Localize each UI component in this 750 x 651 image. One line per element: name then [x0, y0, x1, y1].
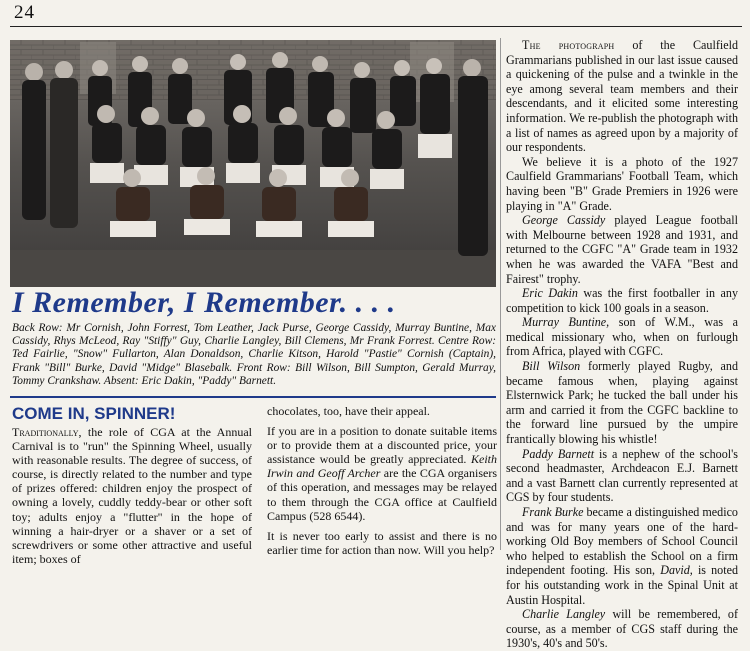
text-murray-buntine: son of W.M., was a medical missionary who, when on furlough from Africa, played with CGFC.: [506, 315, 738, 359]
article-paragraph-4: It is never too early to assist and there is no earlier time for action than now. Will you help?: [267, 528, 497, 557]
paragraph-paddy-barnett: [506, 447, 738, 505]
text-frank-burke: became a distinguished medico and was for many years one of the hard-working Old Boy members of School Council who helped to establish the School on a firm independent footing. His son,: [506, 505, 738, 578]
article-column-left: [12, 425, 252, 572]
intro-text: of the Caulfield Grammarians published in our last issue caused a quickening of the pulse and a twinkle in the eye among several team members and their descendants, and it elicited some interesting information. We re-publish the photograph with a list of names as agreed upon by a majority of our respondents.: [506, 38, 738, 155]
organiser-names: Keith Irwin and Geoff Archer: [267, 452, 497, 481]
right-column-article: [506, 38, 738, 651]
name-george-cassidy: George Cassidy: [522, 213, 606, 228]
team-photograph: [10, 40, 496, 287]
name-frank-burke: Frank Burke: [522, 505, 584, 519]
name-david: David,: [660, 563, 693, 578]
name-murray-buntine: Murray Buntine,: [522, 315, 610, 330]
article-text-1: the role of CGA at the Annual Carnival is to "run" the Spinning Wheel, usually with reasonable results. The degree of success, of course, is directly related to the number and type of prizes offered: children enjoy the prospect of owning a lovely, cuddly teddy-bear or other soft toy; adults enjoy a "flutter" in the hope of winning a hair-dryer or a shaver or a set of screwdrivers or some other attractive and useful item; boxes of: [12, 425, 252, 566]
text-george-cassidy: played League football with Melbourne between 1928 and 1931, and returned to the CGFC "A" Grade team in 1932 when he was awarded the VAFA "Best and Fairest" trophy.: [506, 213, 738, 286]
text-charlie-langley: will be remembered, of course, as a member of CGS staff during the 1930's, 40's and 50's.: [506, 607, 738, 651]
name-bill-wilson: Bill Wilson: [522, 359, 581, 374]
intro-paragraph: [506, 38, 738, 155]
name-paddy-barnett: Paddy Barnett: [522, 446, 595, 461]
column-divider: [500, 38, 501, 550]
text-paddy-barnett: is a nephew of the school's second headmaster, Archdeacon E.J. Barnett and a vast Barnett clan currently represented at CGS by four students.: [506, 446, 739, 505]
paragraph-frank-burke: [506, 505, 738, 607]
paragraph-charlie-langley: [506, 607, 738, 651]
article-lead-word: Traditionally,: [12, 425, 82, 439]
article-text-3: If you are in a position to donate suitable items or to provide them at a discounted price, your assistance would be greatly appreciated.: [267, 424, 497, 467]
paragraph-george-cassidy: [506, 213, 738, 286]
headline: I Remember, I Remember. . . .: [12, 286, 396, 319]
article-title: COME IN, SPINNER!: [12, 404, 176, 423]
article-paragraph-3: [267, 424, 497, 523]
article-rule: [10, 396, 496, 398]
name-charlie-langley: Charlie Langley: [522, 607, 606, 622]
article-paragraph-2: chocolates, too, have their appeal.: [267, 404, 430, 418]
text-eric-dakin: was the first footballer in any competition to kick 100 goals in a season.: [506, 286, 738, 315]
photo-caption: Back Row: Mr Cornish, John Forrest, Tom Leather, Jack Purse, George Cassidy, Murray Buntine, Max Cassidy, Rhys McLeod, Ray "Stiffy" Guy, Charlie Langley, Bill Clemens, Mr Frank Forrest. Centre Row: Ted Fairlie, "Snow" Fullarton, Alan Donaldson, Charlie Kitson, Harold "Pastie" Cornish (Captain), Frank "Bill" Burke, David "Midge" Blasebalk. Front Row: Bill Wilson, Bill Sumpton, Gerald Murray, Tommy Crankshaw. Absent: Eric Dakin, "Paddy" Barnett.: [12, 322, 496, 387]
article-column-right: [267, 404, 497, 563]
paragraph-bill-wilson: [506, 359, 738, 447]
top-rule: [10, 26, 742, 27]
paragraph-murray-buntine: [506, 315, 738, 359]
intro-lead-words: The photograph: [522, 38, 615, 52]
paragraph-eric-dakin: [506, 286, 738, 315]
text-frank-burke-end: is noted for his outstanding work in the Spinal Unit at Austin Hospital.: [506, 563, 739, 607]
paragraph-team-year: We believe it is a photo of the 1927 Caulfield Grammarians' Football Team, which having been "B" Grade Premiers in 1926 were playing in "A" Grade.: [506, 154, 738, 213]
article-paragraph-1: [12, 425, 252, 566]
article-text-3-end: are the CGA organisers of this operation, and messages may be relayed to them through the CGA office at Caulfield Campus (528 6544).: [267, 466, 497, 523]
text-bill-wilson: formerly played Rugby, and became famous when, playing against Elsternwick Park; he tucked the ball under his arm and carried it from the CGFC backline to the forward line pursued by the umpire frantically blowing his whistle!: [506, 359, 738, 447]
page-number: 24: [14, 2, 35, 23]
team-photograph-image: [10, 40, 496, 287]
name-eric-dakin: Eric Dakin: [522, 286, 578, 301]
